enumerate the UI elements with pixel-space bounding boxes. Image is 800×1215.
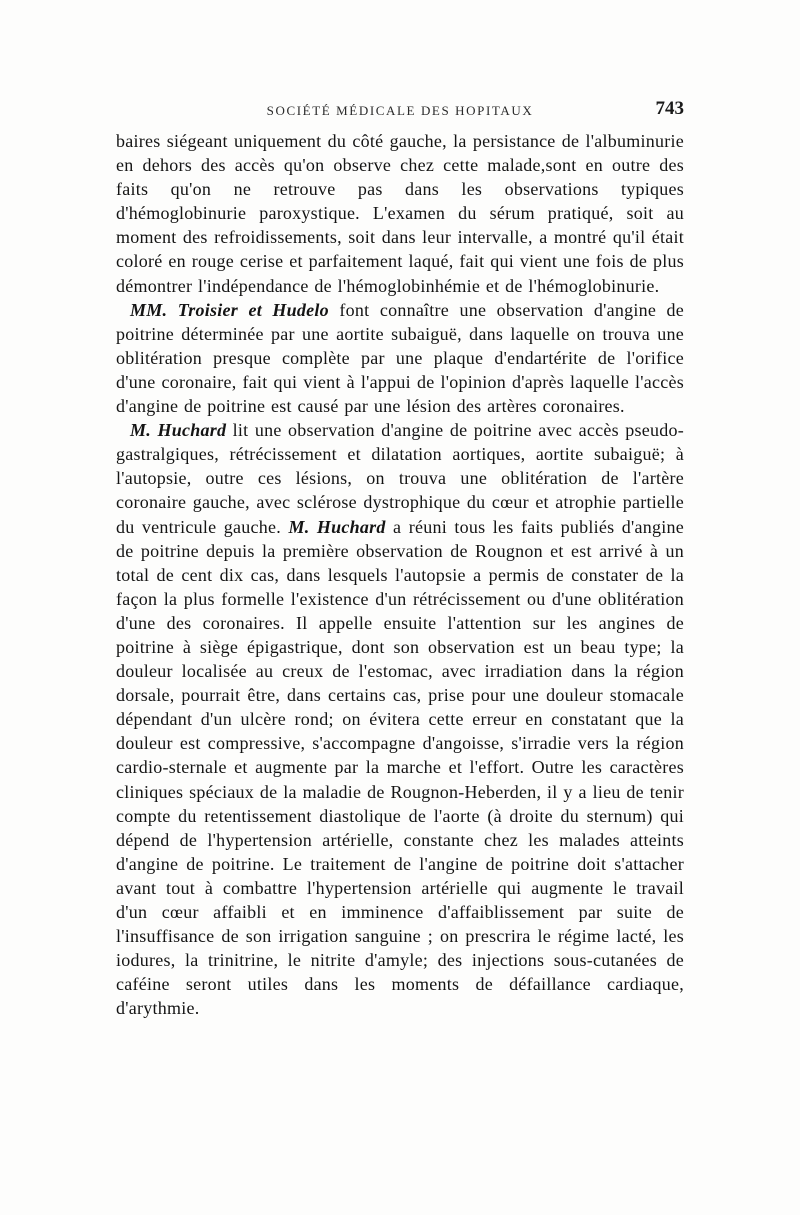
paragraph-1	[116, 129, 684, 298]
running-title: SOCIÉTÉ MÉDICALE DES HOPITAUX	[266, 103, 534, 118]
body-text	[116, 129, 684, 1020]
author-name-huchard: M. Huchard	[130, 420, 227, 441]
paragraph-3-text-part-1: lit une observation d'angine de poitrine avec accès pseudo-gastralgiques, rétrécissement et dilatation aortiques, aortite subaiguë; à l'autopsie, outre ces lésions, on trouva une oblitération de l'artère coronaire gauche, avec sclérose dystrophique du cœur et atrophie partielle du ventricule gauche.	[116, 420, 684, 537]
paragraph-3-text-part-2: a réuni tous les faits publiés d'angine de poitrine depuis la première observation de Rougnon et est arrivé à un total de cent dix cas, dans lesquels l'autopsie a permis de constater de la façon la plus formelle l'existence d'un rétrécissement ou d'une oblitération d'une des coronaires. Il appelle ensuite l'attention sur les angines de poitrine à siège épigastrique, dont son observation est un beau type; la douleur localisée au creux de l'estomac, avec irradiation dans la région dorsale, pourrait être, dans certains cas, prise pour une douleur stomacale dépendant d'un ulcère rond; on évitera cette erreur en constatant que la douleur est compressive, s'accompagne d'angoisse, s'irradie vers la région cardio-sternale et augmente par la marche et l'effort. Outre les caractères cliniques spéciaux de la maladie de Rougnon-Heberden, il y a lieu de tenir compte du retentissement diastolique de l'aorte (à droite du sternum) qui dépend de l'hypertension artérielle, constante chez les malades atteints d'angine de poitrine. Le traitement de l'angine de poitrine doit s'attacher avant tout à combattre l'hypertension artérielle qui augmente le travail d'un cœur affaibli et en imminence d'affaiblissement par suite de l'insuffisance de son irrigation sanguine ; on prescrira le régime lacté, les iodures, la trinitrine, le nitrite d'amyle; des injections sous-cutanées de caféine seront utiles dans les moments de défaillance cardiaque, d'arythmie.	[116, 516, 684, 1019]
paragraph-1-text: baires siégeant uniquement du côté gauche, la persistance de l'albuminurie en dehors des accès qu'on observe chez cette malade,sont en outre des faits qu'on ne retrouve pas dans les observations typiques d'hémoglobinurie paroxystique. L'examen du sérum pratiqué, soit au moment des refroidissements, soit dans leur intervalle, a montré qu'il était coloré en rouge cerise et parfaitement laqué, fait qui vient une fois de plus démontrer l'indépendance de l'hémoglobinhémie et de l'hémoglobinurie.	[116, 131, 684, 296]
running-head	[116, 100, 684, 126]
author-names-troisier-hudelo: MM. Troisier et Hudelo	[130, 299, 329, 320]
paragraph-2	[116, 298, 684, 418]
paragraph-2-text: font connaître une observation d'angine de poitrine déterminée par une aortite subaiguë, dans laquelle on trouva une oblitération presque complète par une plaque d'endartérite de l'orifice d'une coronaire, fait qui vient à l'appui de l'opinion d'après laquelle l'accès d'angine de poitrine est causé par une lésion des artères coronaires.	[116, 299, 685, 417]
paragraph-3	[116, 418, 684, 1020]
author-name-huchard-2: M. Huchard	[288, 516, 386, 537]
page-number: 743	[655, 98, 684, 119]
